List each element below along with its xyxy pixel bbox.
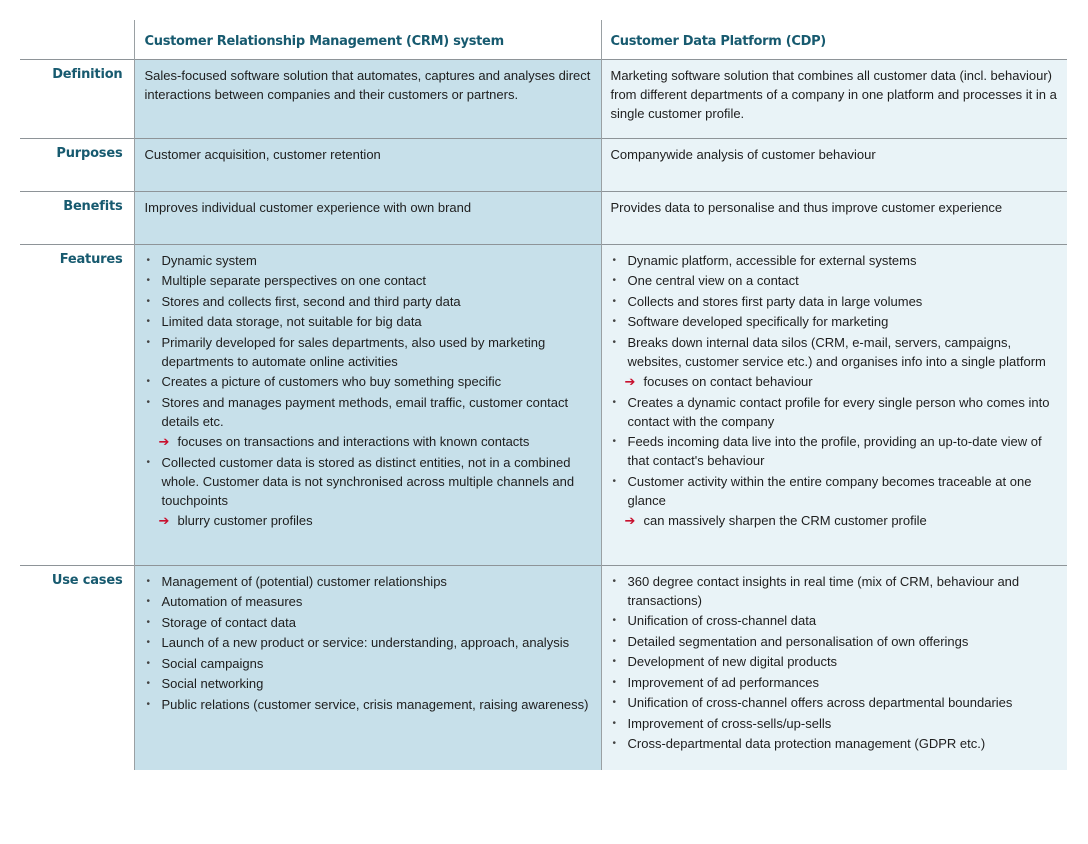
list-item: • Detailed segmentation and personalisation of own offerings — [611, 632, 1058, 651]
list-item: • Improvement of ad performances — [611, 673, 1058, 692]
list-item: • Public relations (customer service, crisis management, raising awareness) — [145, 695, 591, 714]
list-item: • Breaks down internal data silos (CRM, e-mail, servers, campaigns, websites, customer service etc.) and organises info into a single platform — [611, 333, 1058, 371]
list-item: • Creates a picture of customers who buy something specific — [145, 372, 591, 391]
crm-benefits-text: Improves individual customer experience with own brand — [144, 199, 472, 215]
cdp-purposes-cell — [601, 138, 1067, 191]
list-item: • Cross-departmental data protection management (GDPR etc.) — [611, 734, 1058, 753]
table-row-use-cases — [20, 565, 1067, 770]
list-item: • Social networking — [145, 674, 591, 693]
crm-use-cases-list — [145, 572, 591, 714]
table-row-benefits — [20, 191, 1067, 244]
list-item: • Launch of a new product or service: understanding, approach, analysis — [145, 633, 591, 652]
list-item: • Storage of contact data — [145, 613, 591, 632]
cdp-benefits-text: Provides data to personalise and thus improve customer experience — [610, 199, 1003, 215]
cdp-use-cases-list — [611, 572, 1058, 754]
row-label-definition: Definition — [20, 59, 134, 138]
list-item: • Primarily developed for sales departments, also used by marketing departments to automate online activities — [145, 333, 591, 371]
list-item: • Unification of cross-channel data — [611, 611, 1058, 630]
list-item: • 360 degree contact insights in real time (mix of CRM, behaviour and transactions) — [611, 572, 1058, 610]
header-empty-cell — [20, 20, 134, 59]
cdp-features-cell — [601, 244, 1067, 565]
crm-column-header: Customer Relationship Management (CRM) system — [134, 20, 601, 59]
list-item: • Dynamic platform, accessible for external systems — [611, 251, 1058, 270]
row-label-benefits: Benefits — [20, 191, 134, 244]
list-item: • Unification of cross-channel offers across departmental boundaries — [611, 693, 1058, 712]
list-item: • Multiple separate perspectives on one contact — [145, 271, 591, 290]
cdp-definition-cell — [601, 59, 1067, 138]
table-row-features — [20, 244, 1067, 565]
row-label-purposes: Purposes — [20, 138, 134, 191]
list-item: • Collected customer data is stored as distinct entities, not in a combined whole. Customer data is not synchronised across multiple channels and touchpoints — [145, 453, 591, 510]
row-label-features: Features — [20, 244, 134, 565]
red-arrow-icon: ➔ — [158, 434, 170, 449]
list-item: • One central view on a contact — [611, 271, 1058, 290]
red-arrow-icon: ➔ — [624, 513, 636, 528]
row-label-use-cases: Use cases — [20, 565, 134, 770]
crm-benefits-cell — [134, 191, 601, 244]
crm-definition-text: Sales-focused software solution that automates, captures and analyses direct interactions between companies and their customers or partners. — [144, 67, 591, 102]
red-arrow-icon: ➔ — [624, 374, 636, 389]
crm-definition-cell — [134, 59, 601, 138]
header-row — [20, 20, 1067, 59]
arrow-list-item — [611, 511, 1058, 530]
table-row-purposes — [20, 138, 1067, 191]
red-arrow-icon: ➔ — [158, 513, 170, 528]
list-item: • Feeds incoming data live into the profile, providing an up-to-date view of that contact's behaviour — [611, 432, 1058, 470]
cdp-definition-text: Marketing software solution that combines all customer data (incl. behaviour) from different departments of a company in one platform and processes it in a single customer profile. — [610, 67, 1057, 121]
list-item: • Social campaigns — [145, 654, 591, 673]
arrow-list-item — [145, 511, 591, 530]
crm-purposes-text: Customer acquisition, customer retention — [144, 146, 381, 162]
crm-features-list — [145, 251, 591, 531]
list-item: • Development of new digital products — [611, 652, 1058, 671]
list-item: • Software developed specifically for marketing — [611, 312, 1058, 331]
list-item: • Improvement of cross-sells/up-sells — [611, 714, 1058, 733]
list-item: • Collects and stores first party data in large volumes — [611, 292, 1058, 311]
crm-features-cell — [134, 244, 601, 565]
arrow-item-text: can massively sharpen the CRM customer profile — [643, 513, 927, 528]
list-item: • Customer activity within the entire company becomes traceable at one glance — [611, 472, 1058, 510]
cdp-column-header: Customer Data Platform (CDP) — [601, 20, 1067, 59]
list-item: • Stores and collects first, second and third party data — [145, 292, 591, 311]
crm-use-cases-cell — [134, 565, 601, 770]
arrow-list-item — [145, 432, 591, 451]
list-item: • Stores and manages payment methods, email traffic, customer contact details etc. — [145, 393, 591, 431]
cdp-use-cases-cell — [601, 565, 1067, 770]
arrow-item-text: blurry customer profiles — [177, 513, 313, 528]
cdp-features-list — [611, 251, 1058, 531]
crm-purposes-cell — [134, 138, 601, 191]
arrow-list-item — [611, 372, 1058, 391]
list-item: • Limited data storage, not suitable for big data — [145, 312, 591, 331]
list-item: • Dynamic system — [145, 251, 591, 270]
list-item: • Creates a dynamic contact profile for every single person who comes into contact with the company — [611, 393, 1058, 431]
cdp-benefits-cell — [601, 191, 1067, 244]
cdp-purposes-text: Companywide analysis of customer behaviour — [610, 146, 876, 162]
comparison-table — [20, 20, 1067, 770]
table-row-definition — [20, 59, 1067, 138]
arrow-item-text: focuses on contact behaviour — [643, 374, 813, 389]
arrow-item-text: focuses on transactions and interactions with known contacts — [177, 434, 530, 449]
list-item: • Automation of measures — [145, 592, 591, 611]
list-item: • Management of (potential) customer relationships — [145, 572, 591, 591]
